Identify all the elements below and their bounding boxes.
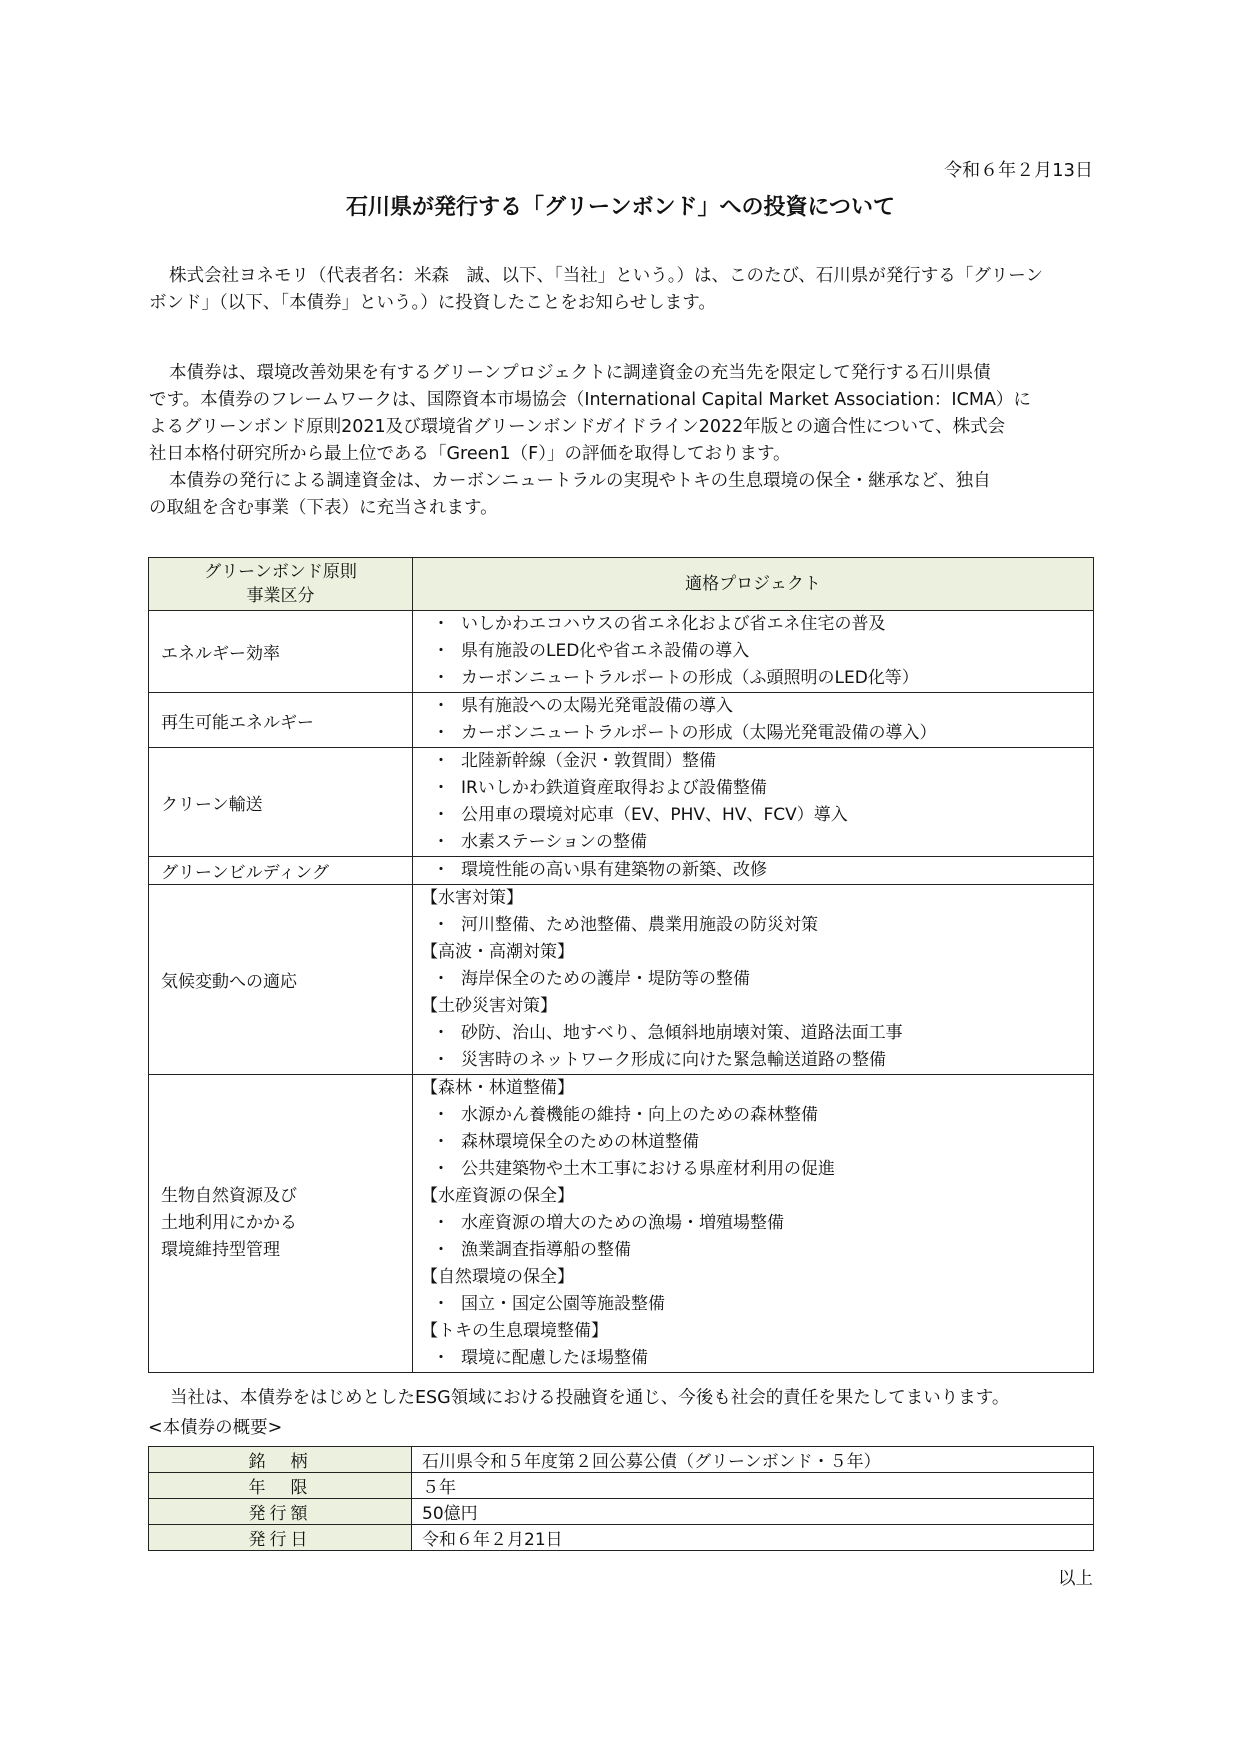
bullet-icon: ・ <box>432 1213 450 1233</box>
bullet-icon: ・ <box>432 969 450 989</box>
bullet-icon: ・ <box>432 1240 450 1260</box>
summary-value: 50億円 <box>412 1499 1094 1525</box>
bullet-icon: ・ <box>432 641 450 661</box>
table-row <box>149 1499 1094 1525</box>
project-cell <box>413 611 1094 693</box>
group-heading: 【高波・高潮対策】 <box>421 942 574 962</box>
table-header-row <box>149 558 1094 611</box>
table-row <box>149 611 1094 693</box>
summary-value: ５年 <box>412 1473 1094 1499</box>
bullet-icon: ・ <box>432 723 450 743</box>
list-item: ・ 県有施設のLED化や省エネ設備の導入 <box>421 638 1093 665</box>
body-line: の取組を含む事業（下表）に充当されます。 <box>149 498 498 518</box>
table-row <box>149 885 1094 1075</box>
intro-line: 株式会社ヨネモリ（代表者名：米森 誠、以下、「当社」という。）は、このたび、石川県が発行する「グリーン <box>169 266 1043 286</box>
body-line: 社日本格付研究所から最上位である「Green1（F）」の評価を取得しております。 <box>149 444 791 464</box>
list-item: ・ 砂防、治山、地すべり、急傾斜地崩壊対策、道路法面工事 <box>421 1020 1093 1047</box>
closing-statement: 当社は、本債券をはじめとしたESG領域における投融資を通じ、今後も社会的責任を果たしてまいります。 <box>170 1388 1010 1408</box>
group-heading: 【土砂災害対策】 <box>421 996 557 1016</box>
table-row <box>149 693 1094 748</box>
project-cell <box>413 1075 1094 1373</box>
list-item: ・ 環境性能の高い県有建築物の新築、改修 <box>421 857 1093 884</box>
project-cell <box>413 748 1094 857</box>
group-heading: 【自然環境の保全】 <box>421 1267 574 1287</box>
list-item: ・ IRいしかわ鉄道資産取得および設備整備 <box>421 775 1093 802</box>
bullet-icon: ・ <box>432 860 450 880</box>
body-line: よるグリーンボンド原則2021及び環境省グリーンボンドガイドライン2022年版との適合性について、株式会 <box>149 417 1006 437</box>
body-line: です。本債券のフレームワークは、国際資本市場協会（International Capital Market Association：ICMA）に <box>149 390 1031 410</box>
list-item: ・ 県有施設への太陽光発電設備の導入 <box>421 693 1093 720</box>
bullet-icon: ・ <box>432 1023 450 1043</box>
list-item: ・ 海岸保全のための護岸・堤防等の整備 <box>421 966 1093 993</box>
list-item: ・ カーボンニュートラルポートの形成（ふ頭照明のLED化等） <box>421 665 1093 692</box>
category-cell: 生物自然資源及び 土地利用にかかる 環境維持型管理 <box>149 1075 413 1373</box>
bullet-icon: ・ <box>432 832 450 852</box>
end-mark: 以上 <box>1058 1569 1093 1589</box>
category-cell: 気候変動への適応 <box>149 885 413 1075</box>
table-row <box>149 1075 1094 1373</box>
summary-table <box>148 1446 1094 1551</box>
list-item: ・ 水源かん養機能の維持・向上のための森林整備 <box>421 1102 1093 1129</box>
table-row <box>149 1525 1094 1551</box>
bullet-icon: ・ <box>432 1105 450 1125</box>
bullet-icon: ・ <box>432 778 450 798</box>
group-heading: 【森林・林道整備】 <box>421 1078 574 1098</box>
category-table <box>148 557 1094 1373</box>
body-paragraph <box>149 360 1099 522</box>
bullet-icon: ・ <box>432 696 450 716</box>
list-item: ・ いしかわエコハウスの省エネ化および省エネ住宅の普及 <box>421 611 1093 638</box>
list-item: ・ 災害時のネットワーク形成に向けた緊急輸送道路の整備 <box>421 1047 1093 1074</box>
list-item: ・ 水素ステーションの整備 <box>421 829 1093 856</box>
project-cell <box>413 857 1094 885</box>
category-cell: エネルギー効率 <box>149 611 413 693</box>
list-item: ・ 森林環境保全のための林道整備 <box>421 1129 1093 1156</box>
bullet-icon: ・ <box>432 614 450 634</box>
bullet-icon: ・ <box>432 1159 450 1179</box>
bullet-icon: ・ <box>432 1348 450 1368</box>
list-item: ・ 公用車の環境対応車（EV、PHV、HV、FCV）導入 <box>421 802 1093 829</box>
body-line: 本債券は、環境改善効果を有するグリーンプロジェクトに調達資金の充当先を限定して発行する石川県債 <box>169 363 991 383</box>
list-item: ・ 国立・国定公園等施設整備 <box>421 1291 1093 1318</box>
category-cell: グリーンビルディング <box>149 857 413 885</box>
summary-label: 発行日 <box>149 1525 412 1551</box>
list-item: ・ 漁業調査指導船の整備 <box>421 1237 1093 1264</box>
bullet-icon: ・ <box>432 751 450 771</box>
group-heading: 【水産資源の保全】 <box>421 1186 574 1206</box>
category-cell: クリーン輸送 <box>149 748 413 857</box>
table-row <box>149 857 1094 885</box>
summary-label: 発行額 <box>149 1499 412 1525</box>
summary-heading: <本債券の概要> <box>148 1418 283 1438</box>
table-row <box>149 1447 1094 1473</box>
list-item: ・ 水産資源の増大のための漁場・増殖場整備 <box>421 1210 1093 1237</box>
project-cell <box>413 693 1094 748</box>
body-line: 本債券の発行による調達資金は、カーボンニュートラルの実現やトキの生息環境の保全・継承など、独自 <box>169 471 991 491</box>
project-cell <box>413 885 1094 1075</box>
summary-value: 石川県令和５年度第２回公募公債（グリーンボンド・５年） <box>412 1447 1094 1473</box>
group-heading: 【トキの生息環境整備】 <box>421 1321 608 1341</box>
summary-value: 令和６年２月21日 <box>412 1525 1094 1551</box>
bullet-icon: ・ <box>432 1294 450 1314</box>
table-row <box>149 1473 1094 1499</box>
table-row <box>149 748 1094 857</box>
bullet-icon: ・ <box>432 668 450 688</box>
bullet-icon: ・ <box>432 1132 450 1152</box>
list-item: ・ 公共建築物や土木工事における県産材利用の促進 <box>421 1156 1093 1183</box>
category-cell: 再生可能エネルギー <box>149 693 413 748</box>
list-item: ・ カーボンニュートラルポートの形成（太陽光発電設備の導入） <box>421 720 1093 747</box>
intro-paragraph <box>149 263 1099 317</box>
list-item: ・ 北陸新幹線（金沢・敦賀間）整備 <box>421 748 1093 775</box>
document-title: 石川県が発行する「グリーンボンド」への投資について <box>345 195 896 220</box>
list-item: ・ 環境に配慮したほ場整備 <box>421 1345 1093 1372</box>
summary-label: 年 限 <box>149 1473 412 1499</box>
bullet-icon: ・ <box>432 1050 450 1070</box>
header-projects: 適格プロジェクト <box>413 558 1094 611</box>
header-category: グリーンボンド原則 事業区分 <box>149 558 413 611</box>
summary-label: 銘 柄 <box>149 1447 412 1473</box>
bullet-icon: ・ <box>432 915 450 935</box>
intro-line: ボンド」（以下、「本債券」という。）に投資したことをお知らせします。 <box>149 293 716 313</box>
list-item: ・ 河川整備、ため池整備、農業用施設の防災対策 <box>421 912 1093 939</box>
bullet-icon: ・ <box>432 805 450 825</box>
group-heading: 【水害対策】 <box>421 888 523 908</box>
document-date: 令和６年２月13日 <box>944 160 1093 181</box>
